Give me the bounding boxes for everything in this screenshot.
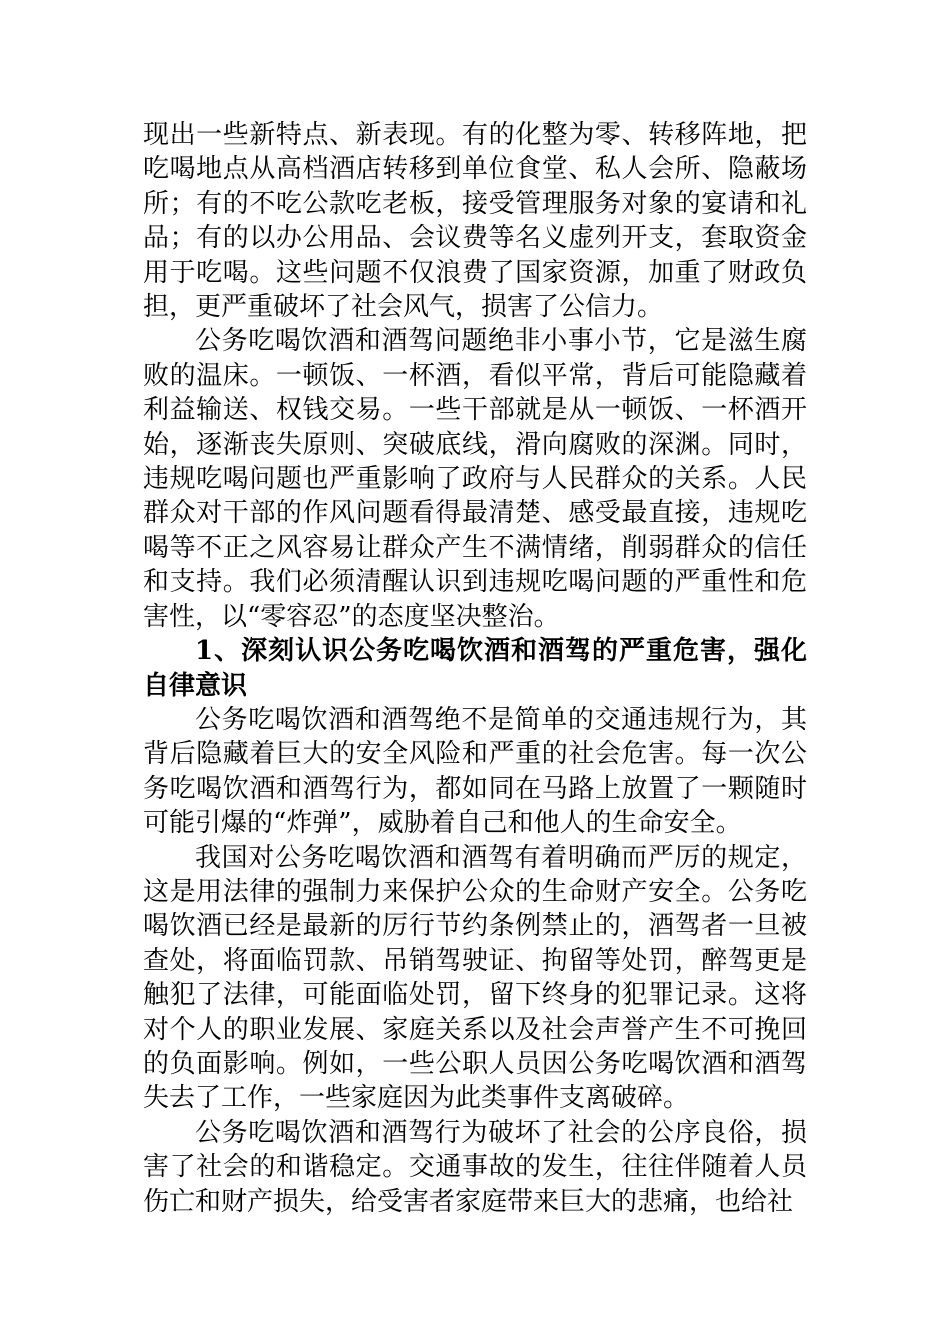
document-body: [143, 118, 807, 1219]
body-paragraph: 公务吃喝饮酒和酒驾行为破坏了社会的公序良俗，损害了社会的和谐稳定。交通事故的发生，往往伴随着人员伤亡和财产损失，给受害者家庭带来巨大的悲痛，也给社: [143, 1117, 807, 1217]
body-paragraph: 现出一些新特点、新表现。有的化整为零、转移阵地，把吃喝地点从高档酒店转移到单位食堂、私人会所、隐蔽场所；有的不吃公款吃老板，接受管理服务对象的宴请和礼品；有的以办公用品、会议费等名义虚列开支，套取资金用于吃喝。这些问题不仅浪费了国家资源，加重了财政负担，更严重破坏了社会风气，损害了公信力。: [143, 120, 807, 323]
section-heading: 1、深刻认识公务吃喝饮酒和酒驾的严重危害，强化自律意识: [143, 636, 807, 701]
body-paragraph: 公务吃喝饮酒和酒驾绝不是简单的交通违规行为，其背后隐藏着巨大的安全风险和严重的社会危害。每一次公务吃喝饮酒和酒驾行为，都如同在马路上放置了一颗随时可能引爆的“炸弹”，威胁着自己和他人的生命安全。: [143, 704, 807, 839]
body-paragraph: 公务吃喝饮酒和酒驾问题绝非小事小节，它是滋生腐败的温床。一顿饭、一杯酒，看似平常，背后可能隐藏着利益输送、权钱交易。一些干部就是从一顿饭、一杯酒开始，逐渐丧失原则、突破底线，滑向腐败的深渊。同时，违规吃喝问题也严重影响了政府与人民群众的关系。人民群众对干部的作风问题看得最清楚、感受最直接，违规吃喝等不正之风容易让群众产生不满情绪，削弱群众的信任和支持。我们必须清醒认识到违规吃喝问题的严重性和危害性，以“零容忍”的态度坚决整治。: [143, 326, 807, 632]
body-paragraph: 我国对公务吃喝饮酒和酒驾有着明确而严厉的规定，这是用法律的强制力来保护公众的生命财产安全。公务吃喝饮酒已经是最新的厉行节约条例禁止的，酒驾者一旦被查处，将面临罚款、吊销驾驶证、拘留等处罚，醉驾更是触犯了法律，可能面临处罚，留下终身的犯罪记录。这将对个人的职业发展、家庭关系以及社会声誉产生不可挽回的负面影响。例如，一些公职人员因公务吃喝饮酒和酒驾失去了工作，一些家庭因为此类事件支离破碎。: [143, 842, 807, 1114]
